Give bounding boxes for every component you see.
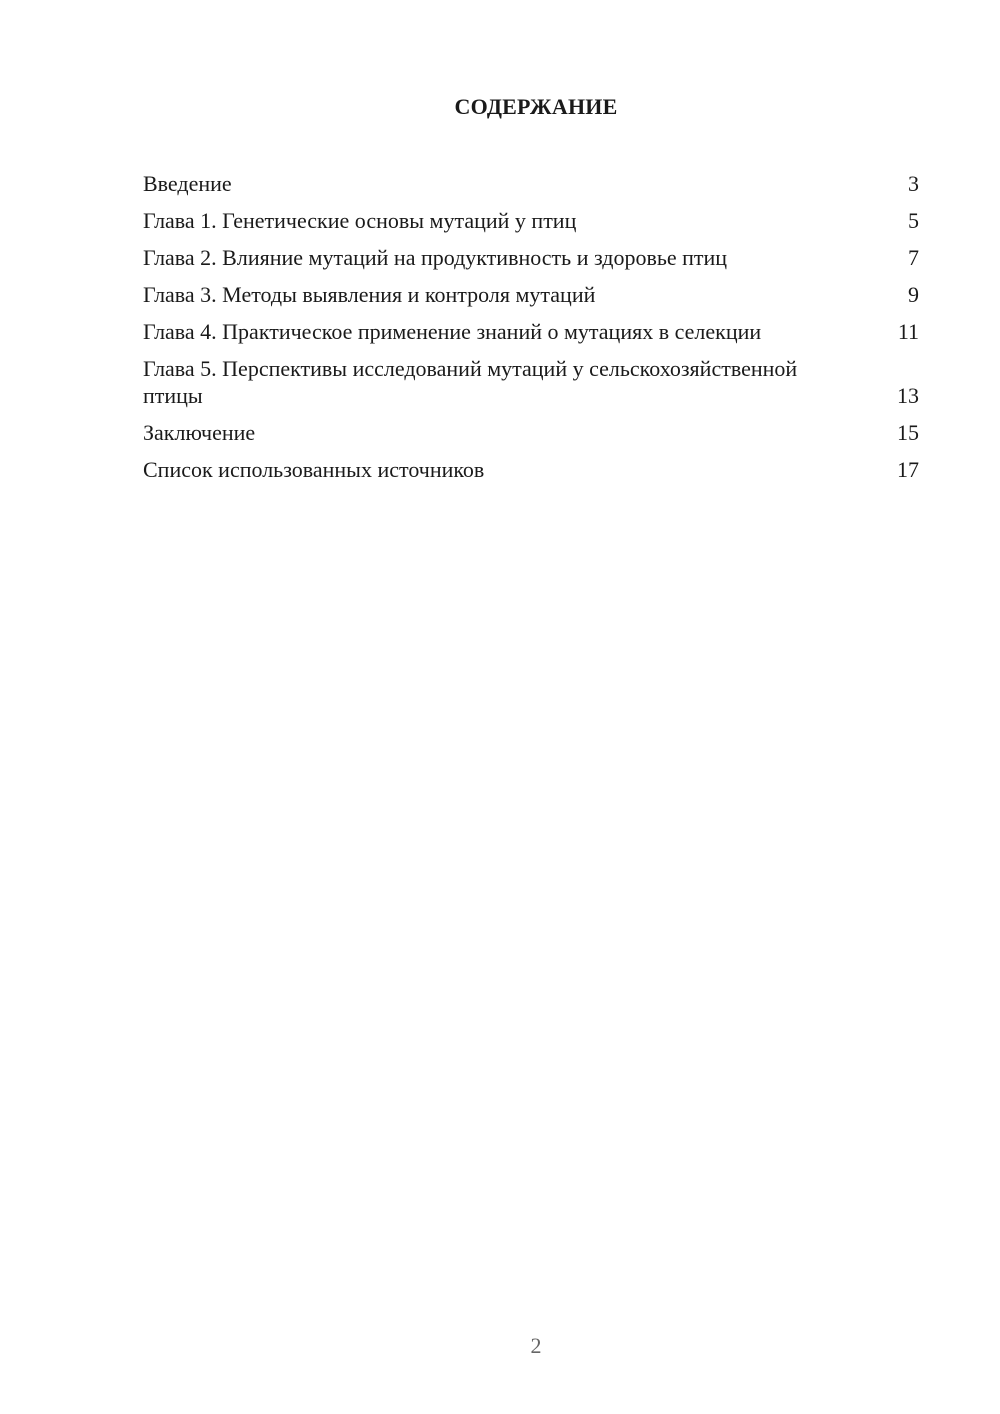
- toc-entry-references: [143, 456, 919, 483]
- toc-entry-chapter-5: [143, 355, 919, 409]
- toc-entry-page: 3: [908, 171, 919, 196]
- toc-entry-title: Список использованных источников: [143, 457, 485, 482]
- toc-entry-page: 5: [908, 208, 919, 233]
- toc-entry-title: Глава 4. Практическое применение знаний о мутациях в селекции: [143, 319, 762, 344]
- toc-entry-introduction: [143, 170, 919, 197]
- toc-entry-title: Глава 2. Влияние мутаций на продуктивность и здоровье птиц: [143, 245, 728, 270]
- toc-entry-title: Глава 1. Генетические основы мутаций у птиц: [143, 208, 577, 233]
- toc-entry-page: 7: [908, 245, 919, 270]
- toc-entry-conclusion: [143, 419, 919, 446]
- toc-entry-title: Глава 3. Методы выявления и контроля мутаций: [143, 282, 596, 307]
- toc-entry-title: Глава 5. Перспективы исследований мутаций у сельскохозяйственной птицы: [143, 356, 798, 408]
- page-number: 2: [530, 1333, 542, 1358]
- toc-entry-title: Заключение: [143, 420, 256, 445]
- toc-entry-chapter-1: [143, 207, 919, 234]
- toc-entry-chapter-2: [143, 244, 919, 271]
- table-of-contents: [143, 170, 919, 493]
- toc-entry-title: Введение: [143, 171, 232, 196]
- toc-entry-page: 11: [897, 319, 919, 344]
- toc-entry-page: 15: [897, 420, 919, 445]
- toc-entry-page: 13: [897, 383, 919, 408]
- toc-heading: СОДЕРЖАНИЕ: [454, 94, 618, 119]
- toc-entry-chapter-4: [143, 318, 919, 345]
- toc-entry-page: 9: [908, 282, 919, 307]
- toc-entry-page: 17: [897, 457, 919, 482]
- toc-entry-chapter-3: [143, 281, 919, 308]
